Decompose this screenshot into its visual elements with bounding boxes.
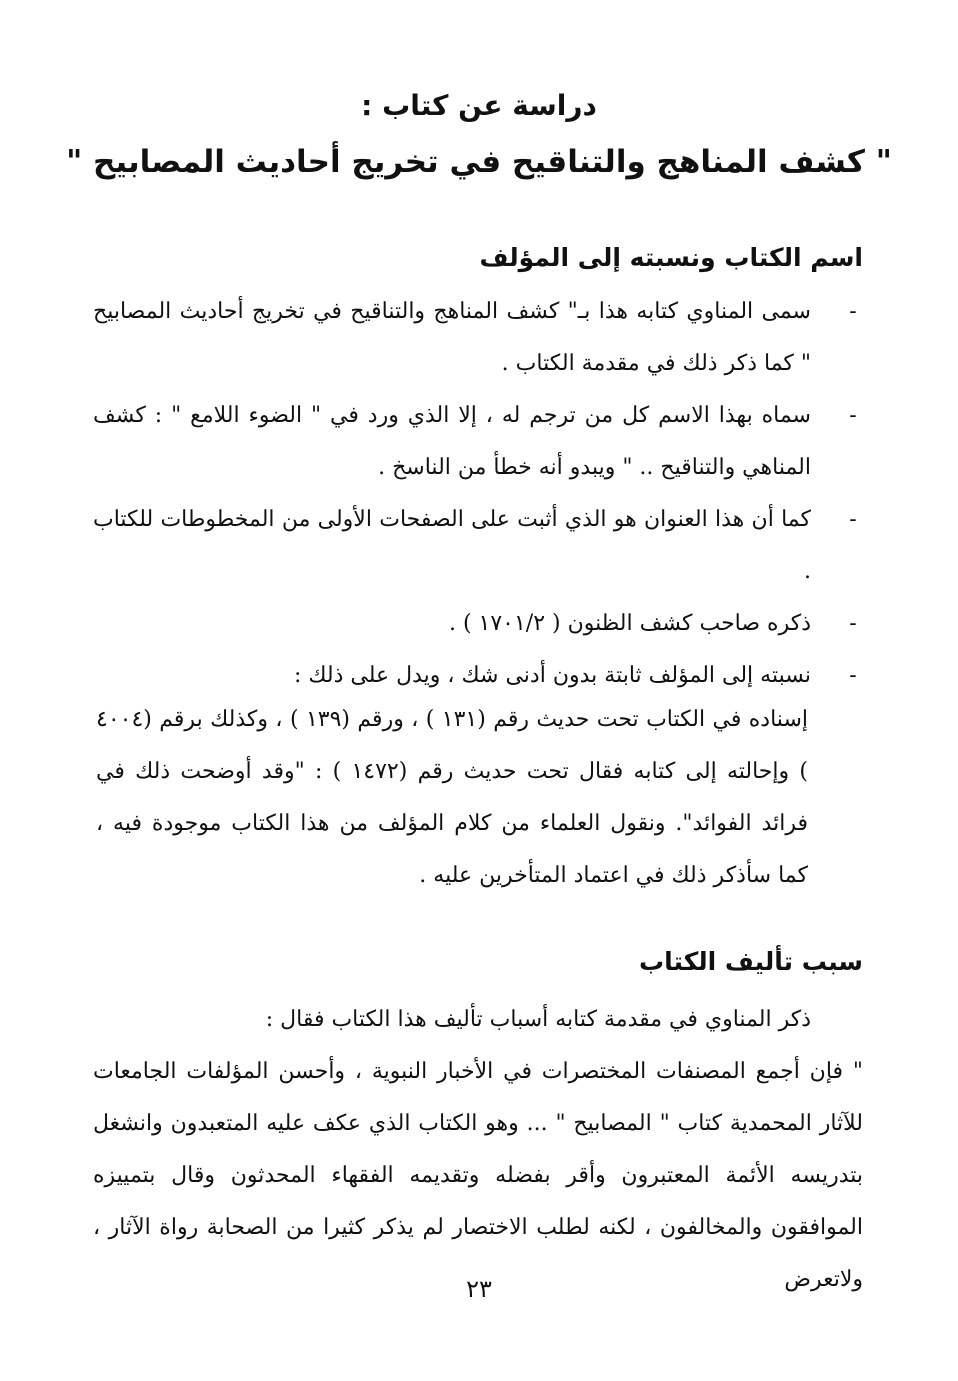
dash-marker: - [849,403,857,428]
list-item-text: سمى المناوي كتابه هذا بـ" كشف المناهج والتناقيح في تخريج أحاديث المصابيح " كما ذكر ذلك في مقدمة الكتاب . [93,299,811,376]
dash-marker: - [849,611,857,636]
dash-marker: - [849,299,857,324]
list-item [93,286,863,390]
reason-quote: " فإن أجمع المصنفات المختصرات في الأخبار النبوية ، وأحسن المؤلفات الجامعات للآثار المحمدية كتاب " المصابيح " ... وهو الكتاب الذي عكف عليه المتعبدون وانشغل بتدريسه الأئمة المعتبرون وأقر بفضله وتقديمه الفقهاء المحدثون وقال بتمييزه الموافقون والمخالفون ، لكنه لطلب الاختصار لم يذكر كثيرا من الصحابة رواة الآثار ، ولاتعرض [93,1059,863,1292]
dash-marker: - [849,663,857,688]
list-item-text: نسبته إلى المؤلف ثابتة بدون أدنى شك ، ويدل على ذلك : [293,663,811,688]
list-item-text: سماه بهذا الاسم كل من ترجم له ، إلا الذي ورد في " الضوء اللامع " : كشف المناهي والتناقيح .. " ويبدو أنه خطأ من الناسخ . [93,403,811,480]
list-item [93,390,863,494]
reason-body [93,994,863,1306]
page-number: ٢٣ [466,1275,492,1303]
reason-intro: ذكر المناوي في مقدمة كتابه أسباب تأليف هذا الكتاب فقال : [265,1007,811,1032]
book-title: " كشف المناهج والتناقيح في تخريج أحاديث المصابيح " [66,144,892,180]
section-heading-book-name: اسم الكتاب ونسبته إلى المؤلف [479,243,863,272]
study-title: دراسة عن كتاب : [361,89,597,122]
list-item-text: ذكره صاحب كشف الظنون ( ١٧٠١/٢ ) . [448,611,811,636]
section-heading-reason: سبب تأليف الكتاب [638,947,863,976]
evidence-paragraph: إسناده في الكتاب تحت حديث رقم (١٣١ ) ، ورقم (١٣٩ ) ، وكذلك برقم (٤٠٠٤ ) وإحالته إلى كتابه فقال تحت حديث رقم (١٤٧٢ ) : "وقد أوضحت ذلك في فرائد الفوائد". ونقول العلماء من كلام المؤلف من هذا الكتاب موجودة فيه ، كما سأذكر ذلك في اعتماد المتأخرين عليه . [96,707,808,888]
list-item [93,494,863,598]
list-item [93,598,863,650]
dash-marker: - [849,507,857,532]
list-item-text: كما أن هذا العنوان هو الذي أثبت على الصفحات الأولى من المخطوطات للكتاب . [93,507,811,584]
attribution-list [93,286,863,702]
